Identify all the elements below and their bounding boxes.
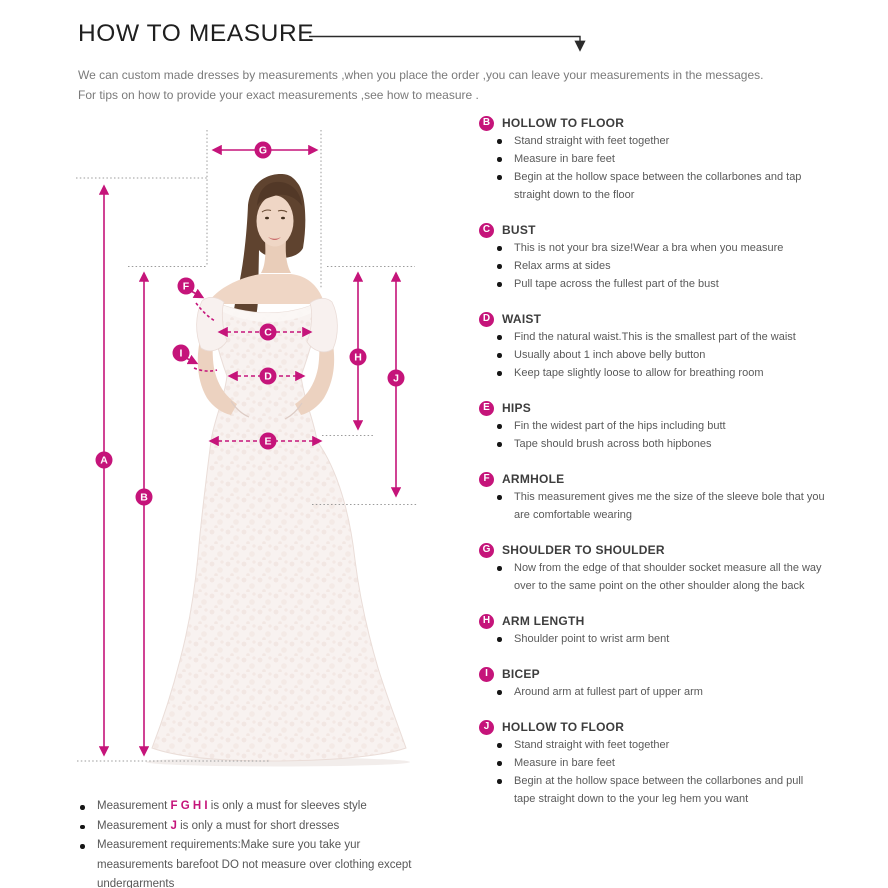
section-title: BUST: [502, 223, 536, 237]
intro-line-2: For tips on how to provide your exact measurements ,see how to measure .: [78, 87, 479, 102]
label-A: [96, 452, 113, 469]
label-H: [350, 349, 367, 366]
note-item: [80, 836, 437, 888]
section-title: ARMHOLE: [502, 472, 565, 486]
eye-left: [265, 217, 269, 220]
section-armhole: [479, 470, 831, 524]
note-item: [80, 817, 437, 837]
bullet-item: Measure in bare feet: [479, 754, 826, 772]
pointer-F: [191, 291, 202, 297]
bullet-item: This measurement gives me the size of the sleeve bole that you are comfortable wearing: [479, 488, 826, 524]
label-J: [388, 370, 405, 387]
note-highlight: J: [170, 819, 177, 832]
svg-text:H: H: [354, 351, 362, 364]
bullet-item: Stand straight with feet together: [479, 132, 826, 150]
pointer-I: [186, 358, 196, 363]
bullet-item: Keep tape slightly loose to allow for breathing room: [479, 364, 826, 382]
label-D: [260, 368, 277, 385]
instruction-sections: [479, 114, 831, 825]
label-C: [260, 324, 277, 341]
chest: [211, 274, 323, 304]
section-hollow-to-floor-j: [479, 718, 831, 808]
note-text: Measurement requirements:Make sure you take yur measurements barefoot DO not measure over clothing except undergarments: [97, 839, 412, 888]
bullet-item: This is not your bra size!Wear a bra when you measure: [479, 239, 826, 257]
letter-badge: D: [479, 312, 494, 327]
title-arrow: [309, 37, 580, 50]
section-waist: [479, 310, 831, 382]
label-G: [255, 142, 272, 159]
label-I: [173, 345, 190, 362]
page-title: HOW TO MEASURE: [78, 20, 315, 47]
letter-badge: B: [479, 116, 494, 131]
bullet-item: Measure in bare feet: [479, 150, 826, 168]
dress: [152, 301, 406, 761]
bullet-item: Now from the edge of that shoulder socket measure all the way over to the same point on the other shoulder along the back: [479, 559, 826, 595]
bullet-item: Tape should brush across both hipbones: [479, 435, 826, 453]
letter-badge: E: [479, 401, 494, 416]
note-item: [80, 797, 437, 817]
label-E: [260, 433, 277, 450]
svg-text:B: B: [140, 491, 148, 504]
note-highlight: F G H I: [170, 800, 208, 812]
section-title: SHOULDER TO SHOULDER: [502, 543, 665, 557]
letter-badge: I: [479, 667, 494, 682]
model-illustration: [146, 174, 410, 767]
svg-text:D: D: [264, 370, 272, 383]
svg-text:E: E: [264, 435, 272, 448]
note-text: Measurement: [97, 800, 171, 812]
bullet-item: Fin the widest part of the hips including butt: [479, 417, 826, 435]
bullet-item: Stand straight with feet together: [479, 736, 826, 754]
eye-right: [281, 217, 285, 220]
intro-text: [78, 66, 763, 105]
section-hips: [479, 399, 831, 453]
bullet-item: Pull tape across the fullest part of the bust: [479, 275, 826, 293]
svg-text:I: I: [179, 347, 183, 360]
section-bicep: [479, 665, 831, 701]
letter-badge: G: [479, 543, 494, 558]
letter-badge: H: [479, 614, 494, 629]
svg-text:F: F: [182, 280, 190, 293]
svg-text:C: C: [264, 326, 272, 339]
section-title: BICEP: [502, 667, 540, 681]
bullet-item: Relax arms at sides: [479, 257, 826, 275]
left-sleeve: [197, 297, 227, 350]
section-shoulder-to-shoulder: [479, 541, 831, 595]
section-bust: [479, 221, 831, 293]
label-F: [178, 278, 195, 295]
intro-line-1: We can custom made dresses by measurements ,when you place the order ,you can leave your measurements in the messages.: [78, 68, 764, 82]
note-text: is only a must for short dresses: [176, 819, 340, 832]
bullet-item: Usually about 1 inch above belly button: [479, 346, 826, 364]
note-text: is only a must for sleeves style: [207, 800, 367, 812]
bullet-item: Around arm at fullest part of upper arm: [479, 683, 826, 701]
letter-badge: F: [479, 472, 494, 487]
section-title: HOLLOW TO FLOOR: [502, 720, 625, 734]
right-sleeve: [307, 298, 337, 351]
svg-text:A: A: [100, 454, 108, 467]
bullet-item: Begin at the hollow space between the collarbones and pull tape straight down to the your leg hem you want: [479, 772, 826, 808]
svg-text:J: J: [393, 372, 399, 385]
section-title: HIPS: [502, 401, 532, 415]
section-arm-length: [479, 612, 831, 648]
bullet-item: Begin at the hollow space between the collarbones and tap straight down to the floor: [479, 168, 826, 204]
section-title: HOLLOW TO FLOOR: [502, 116, 625, 130]
measurement-notes: [80, 797, 437, 888]
section-title: WAIST: [502, 312, 542, 326]
bullet-item: Shoulder point to wrist arm bent: [479, 630, 826, 648]
letter-badge: J: [479, 720, 494, 735]
bullet-item: Find the natural waist.This is the smallest part of the waist: [479, 328, 826, 346]
letter-badge: C: [479, 223, 494, 238]
note-text: Measurement: [97, 819, 171, 832]
label-B: [136, 489, 153, 506]
svg-text:G: G: [258, 144, 268, 157]
section-title: ARM LENGTH: [502, 614, 585, 628]
section-hollow-to-floor-b: [479, 114, 831, 204]
